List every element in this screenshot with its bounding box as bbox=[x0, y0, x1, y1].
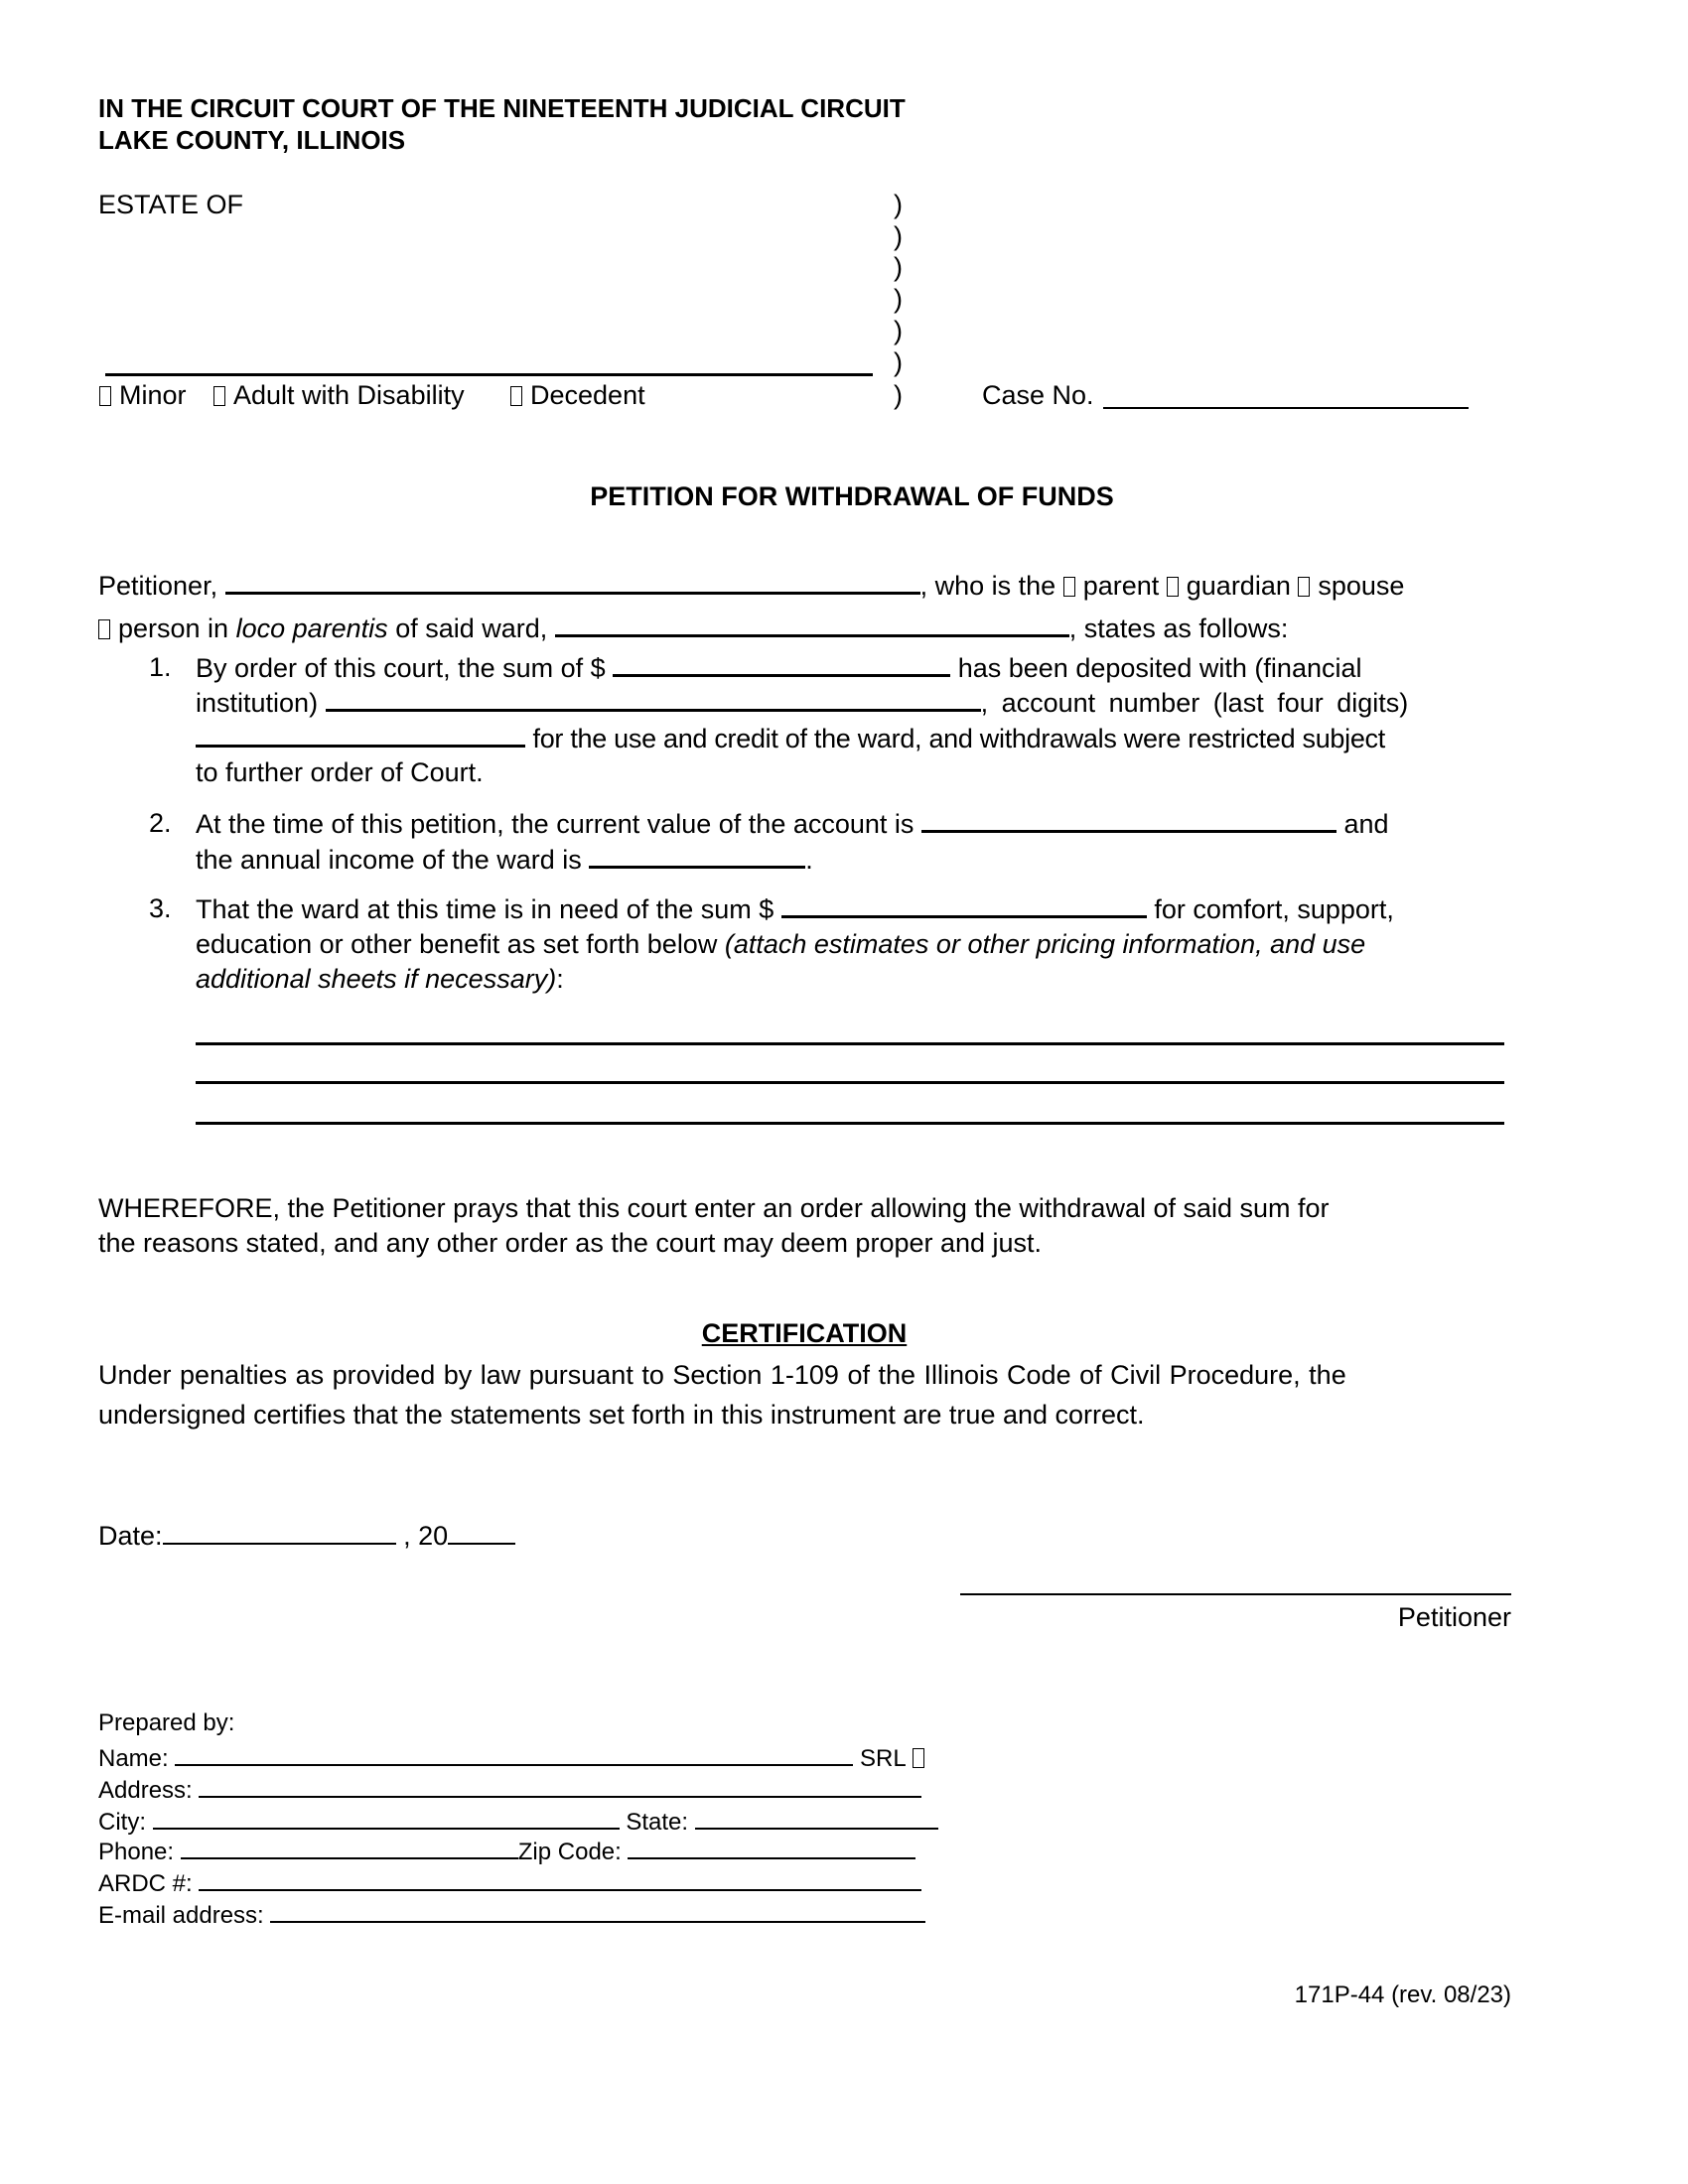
item-1-text: institution) bbox=[196, 688, 319, 718]
estate-name-field[interactable] bbox=[105, 373, 873, 376]
item-3-number: 3. bbox=[149, 893, 172, 923]
county-name: LAKE COUNTY, ILLINOIS bbox=[98, 125, 406, 155]
caption-paren: ) bbox=[894, 380, 903, 410]
court-name: IN THE CIRCUIT COURT OF THE NINETEENTH JUDICIAL CIRCUIT bbox=[98, 93, 906, 123]
parent-label: parent bbox=[1082, 571, 1160, 601]
petitioner-signature-label: Petitioner bbox=[1397, 1602, 1511, 1632]
state-label: State: bbox=[626, 1809, 689, 1836]
item-3-line-2 bbox=[196, 927, 1365, 961]
item-1-text: has been deposited with (financial bbox=[957, 653, 1362, 683]
of-said-ward-text: of said ward, bbox=[395, 614, 548, 643]
phone-field[interactable] bbox=[181, 1836, 518, 1859]
srl-label: SRL bbox=[860, 1745, 906, 1772]
name-label: Name: bbox=[98, 1745, 169, 1772]
item-2-line-2 bbox=[196, 842, 813, 877]
estate-of-label: ESTATE OF bbox=[98, 190, 244, 219]
deposited-sum-field[interactable] bbox=[613, 650, 950, 677]
year-prefix: , 20 bbox=[403, 1521, 449, 1551]
date-field[interactable] bbox=[163, 1521, 396, 1545]
item-2-text: . bbox=[805, 845, 813, 875]
address-row bbox=[98, 1774, 921, 1806]
item-3-line-3 bbox=[196, 962, 564, 996]
item-1-line-4: to further order of Court. bbox=[196, 757, 484, 787]
ardc-label: ARDC #: bbox=[98, 1870, 193, 1897]
date-line bbox=[98, 1519, 515, 1553]
form-title: PETITION FOR WITHDRAWAL OF FUNDS bbox=[590, 481, 1114, 511]
caption-paren: ) bbox=[894, 190, 903, 219]
petitioner-name-field[interactable] bbox=[225, 568, 920, 595]
address-field[interactable] bbox=[199, 1774, 921, 1798]
address-label: Address: bbox=[98, 1777, 193, 1804]
minor-option[interactable] bbox=[99, 378, 187, 412]
item-2-text: At the time of this petition, the current value of the account is bbox=[196, 809, 914, 839]
certification-line-2: undersigned certifies that the statements set forth in this instrument are true and correct. bbox=[98, 1400, 1145, 1430]
ward-name-field[interactable] bbox=[555, 611, 1069, 637]
intro-line-2 bbox=[98, 611, 1288, 645]
adult-with-disability-option[interactable] bbox=[213, 378, 465, 412]
item-1-line-2 bbox=[196, 685, 1408, 720]
spouse-checkbox[interactable] bbox=[1298, 577, 1310, 597]
option-label: Adult with Disability bbox=[233, 380, 465, 410]
financial-institution-field[interactable] bbox=[326, 685, 981, 712]
item-3-instruction: (attach estimates or other pricing information, and use bbox=[724, 929, 1366, 959]
zip-label: Zip Code: bbox=[517, 1839, 622, 1865]
email-field[interactable] bbox=[270, 1899, 925, 1923]
guardian-label: guardian bbox=[1186, 571, 1291, 601]
city-field[interactable] bbox=[153, 1806, 620, 1830]
checkbox-icon[interactable] bbox=[510, 386, 522, 406]
year-field[interactable] bbox=[448, 1521, 515, 1545]
item-2-line-1 bbox=[196, 806, 1389, 841]
srl-checkbox[interactable] bbox=[913, 1748, 924, 1768]
petitioner-signature-field[interactable] bbox=[960, 1593, 1511, 1595]
benefit-description-line-1[interactable] bbox=[196, 1042, 1504, 1045]
prepared-by-heading: Prepared by: bbox=[98, 1709, 235, 1736]
petitioner-label: Petitioner, bbox=[98, 571, 218, 601]
item-1-text: , account number (last four digits) bbox=[980, 688, 1409, 718]
intro-line-1 bbox=[98, 568, 1404, 603]
email-row bbox=[98, 1899, 925, 1931]
state-field[interactable] bbox=[695, 1806, 938, 1830]
loco-parentis-text: loco parentis bbox=[235, 614, 388, 643]
account-value-field[interactable] bbox=[921, 806, 1336, 833]
needed-sum-field[interactable] bbox=[781, 891, 1147, 918]
certification-heading: CERTIFICATION bbox=[701, 1318, 908, 1348]
caption-paren: ) bbox=[894, 316, 903, 345]
zip-field[interactable] bbox=[628, 1836, 915, 1859]
item-1-line-1 bbox=[196, 650, 1362, 685]
phone-label: Phone: bbox=[98, 1839, 175, 1865]
preparer-name-row bbox=[98, 1742, 932, 1774]
ardc-row bbox=[98, 1867, 921, 1899]
option-label: Decedent bbox=[530, 380, 645, 410]
states-as-follows-text: , states as follows: bbox=[1068, 614, 1289, 643]
annual-income-field[interactable] bbox=[589, 842, 805, 869]
item-2-text: and bbox=[1343, 809, 1389, 839]
person-in-label: person in bbox=[118, 614, 229, 643]
caption-paren: ) bbox=[894, 221, 903, 251]
account-number-field[interactable] bbox=[196, 721, 525, 748]
item-3-text: education or other benefit as set forth below bbox=[196, 929, 718, 959]
item-2-text: the annual income of the ward is bbox=[196, 845, 582, 875]
certification-line-1: Under penalties as provided by law pursuant to Section 1-109 of the Illinois Code of Civil Procedure, the bbox=[98, 1360, 1346, 1390]
phone-zip-row bbox=[98, 1836, 915, 1867]
ardc-field[interactable] bbox=[199, 1867, 921, 1891]
option-label: Minor bbox=[119, 380, 187, 410]
caption-paren: ) bbox=[894, 284, 903, 314]
caption-paren: ) bbox=[894, 252, 903, 282]
email-label: E-mail address: bbox=[98, 1902, 264, 1929]
item-2-number: 2. bbox=[149, 808, 172, 838]
preparer-name-field[interactable] bbox=[175, 1742, 853, 1766]
parent-checkbox[interactable] bbox=[1063, 577, 1075, 597]
decedent-option[interactable] bbox=[510, 378, 645, 412]
form-number: 171P-44 (rev. 08/23) bbox=[1294, 1981, 1511, 2008]
item-3-text: That the ward at this time is in need of the sum $ bbox=[196, 894, 774, 924]
date-label: Date: bbox=[98, 1521, 163, 1551]
colon: : bbox=[556, 964, 564, 994]
item-1-line-3 bbox=[196, 721, 1385, 755]
case-no-field[interactable] bbox=[1103, 407, 1469, 409]
case-no-label: Case No. bbox=[982, 380, 1094, 410]
who-is-the-text: , who is the bbox=[919, 571, 1056, 601]
item-3-instruction: additional sheets if necessary) bbox=[196, 964, 557, 994]
city-state-row bbox=[98, 1806, 938, 1838]
loco-parentis-checkbox[interactable] bbox=[98, 619, 110, 639]
spouse-label: spouse bbox=[1318, 571, 1405, 601]
checkbox-icon[interactable] bbox=[213, 386, 225, 406]
benefit-description-line-2[interactable] bbox=[196, 1081, 1504, 1084]
item-1-text: By order of this court, the sum of $ bbox=[196, 653, 606, 683]
item-3-text: for comfort, support, bbox=[1154, 894, 1394, 924]
checkbox-icon[interactable] bbox=[99, 386, 111, 406]
city-label: City: bbox=[98, 1809, 146, 1836]
item-3-line-1 bbox=[196, 891, 1394, 926]
benefit-description-line-3[interactable] bbox=[196, 1122, 1504, 1125]
wherefore-line-1: WHEREFORE, the Petitioner prays that this court enter an order allowing the withdrawal of said sum for bbox=[98, 1193, 1330, 1223]
caption-paren: ) bbox=[894, 347, 903, 377]
item-1-number: 1. bbox=[149, 652, 172, 682]
item-1-text: for the use and credit of the ward, and withdrawals were restricted subject bbox=[532, 724, 1385, 753]
guardian-checkbox[interactable] bbox=[1167, 577, 1179, 597]
wherefore-line-2: the reasons stated, and any other order as the court may deem proper and just. bbox=[98, 1228, 1043, 1258]
